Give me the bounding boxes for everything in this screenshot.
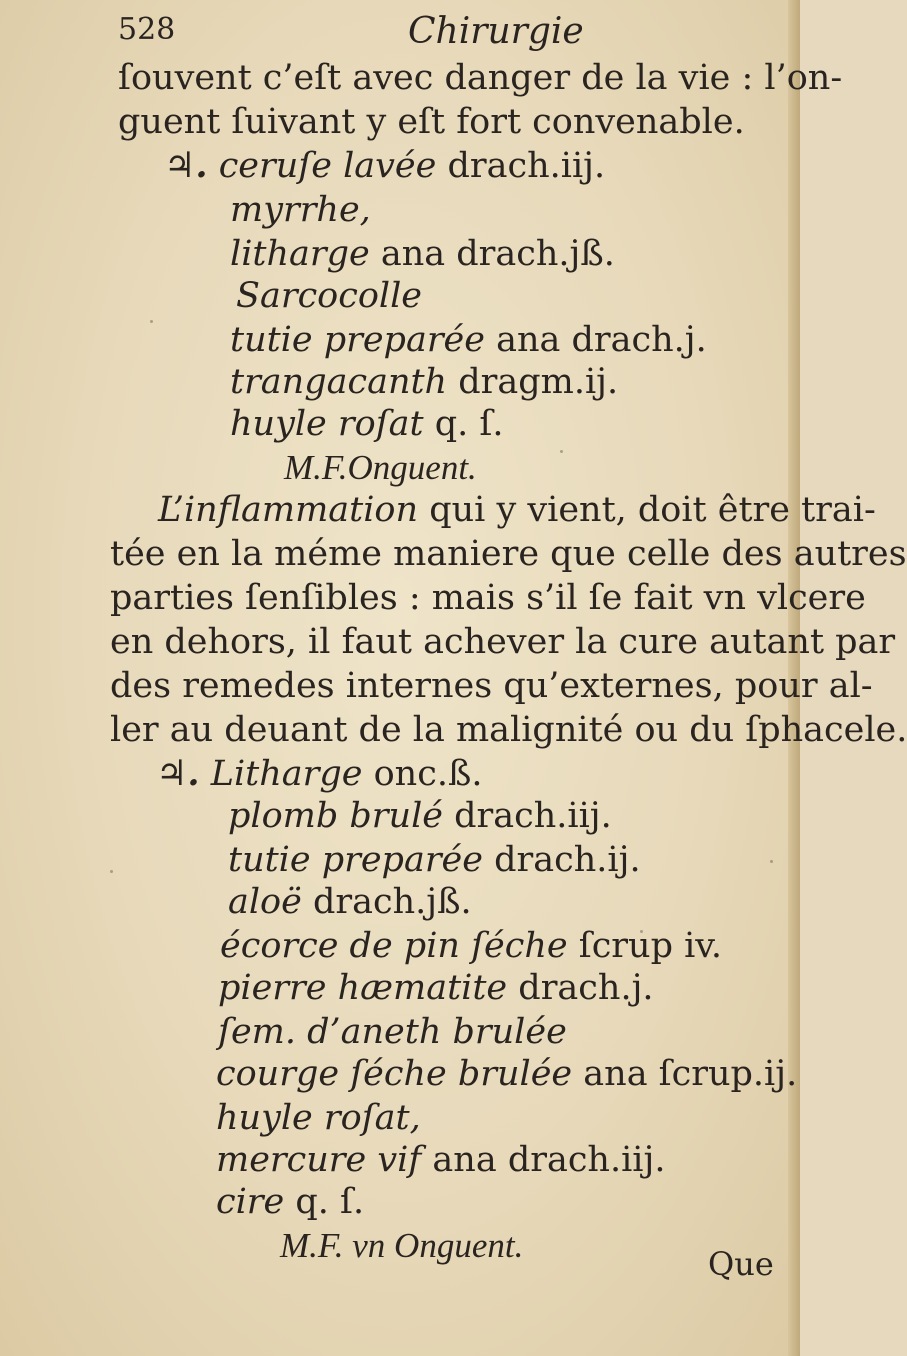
recipe-line bbox=[218, 968, 654, 1008]
recipe-formula: M.F. vn Onguent. bbox=[280, 1226, 524, 1265]
ingredient: ſem. d’aneth brulée bbox=[218, 1012, 567, 1052]
recipe-line bbox=[228, 840, 641, 880]
running-title: Chirurgie bbox=[408, 11, 584, 52]
recipe-line bbox=[164, 146, 605, 186]
paper-speck bbox=[560, 450, 563, 453]
ingredient: écorce de pin ſéche bbox=[220, 926, 568, 966]
quantity: q. ſ. bbox=[295, 1182, 365, 1222]
recipe-line bbox=[236, 276, 422, 316]
text-line: guent ſuivant y eſt fort convenable. bbox=[118, 102, 745, 142]
ingredient: Sarcocolle bbox=[236, 276, 423, 316]
quantity: q. ſ. bbox=[434, 404, 504, 444]
recipe-line bbox=[228, 882, 472, 922]
text-line: ler au deuant de la malignité ou du ſphacele. bbox=[110, 710, 907, 750]
paper-speck bbox=[150, 320, 153, 323]
recipe-line bbox=[230, 362, 618, 402]
quantity: ana drach.iij. bbox=[432, 1140, 666, 1180]
recipe-line bbox=[230, 404, 503, 444]
recipe-line bbox=[216, 1054, 797, 1094]
quantity: drach.iij. bbox=[454, 796, 612, 836]
recipe-line bbox=[230, 320, 707, 360]
ingredient: Litharge bbox=[210, 754, 363, 794]
quantity: ana drach.j. bbox=[496, 320, 707, 360]
quantity: drach.ij. bbox=[494, 840, 641, 880]
ingredient: litharge bbox=[230, 234, 370, 274]
recipe-line bbox=[218, 1012, 567, 1052]
ingredient: huyle roſat, bbox=[216, 1098, 421, 1138]
quantity: ana ſcrup.ij. bbox=[583, 1054, 798, 1094]
ingredient: tutie preparée bbox=[230, 320, 485, 360]
recipe-line bbox=[216, 1098, 421, 1138]
quantity: dragm.ij. bbox=[458, 362, 619, 402]
recipe-formula: M.F.Onguent. bbox=[284, 448, 477, 487]
text-line: parties ſenſibles : mais s’il ſe fait vn vlcere bbox=[110, 578, 866, 618]
recipe-symbol: ♃. bbox=[156, 753, 200, 794]
ingredient: plomb brulé bbox=[228, 796, 443, 836]
ingredient: tutie preparée bbox=[228, 840, 483, 880]
recipe-symbol: ♃. bbox=[164, 145, 208, 186]
catchword: Que bbox=[708, 1245, 774, 1283]
recipe-line bbox=[216, 1182, 364, 1222]
text-line: tée en la méme maniere que celle des autres bbox=[110, 534, 907, 574]
recipe-line bbox=[216, 1140, 665, 1180]
ingredient: ceruſe lavée bbox=[218, 146, 437, 186]
paper-speck bbox=[770, 860, 773, 863]
recipe-line bbox=[230, 190, 371, 230]
ingredient: aloë bbox=[228, 882, 302, 922]
recipe-line bbox=[230, 234, 615, 274]
quantity: drach.j. bbox=[518, 968, 654, 1008]
quantity: onc.ß. bbox=[373, 754, 483, 794]
text-line: ſouvent c’eſt avec danger de la vie : l’on- bbox=[118, 58, 843, 98]
ingredient: trangacanth bbox=[230, 362, 448, 402]
recipe-line bbox=[220, 926, 722, 966]
ingredient: mercure vif bbox=[216, 1140, 422, 1180]
quantity: ſcrup iv. bbox=[578, 926, 723, 966]
text-line: des remedes internes qu’externes, pour al- bbox=[110, 666, 873, 706]
recipe-line bbox=[156, 754, 482, 794]
quantity: ana drach.jß. bbox=[380, 234, 615, 274]
ingredient: myrrhe, bbox=[230, 190, 371, 230]
ingredient: courge ſéche brulée bbox=[216, 1054, 573, 1094]
recipe-line bbox=[228, 796, 612, 836]
ingredient: pierre hæmatite bbox=[218, 968, 508, 1008]
paper-speck bbox=[110, 870, 113, 873]
ingredient: cire bbox=[216, 1182, 285, 1222]
ingredient: huyle roſat bbox=[230, 404, 424, 444]
text-line: en dehors, il faut achever la cure autant par bbox=[110, 622, 896, 662]
text-line: L’inflammation qui y vient, doit être trai- bbox=[158, 490, 876, 530]
quantity: drach.jß. bbox=[313, 882, 472, 922]
page-number: 528 bbox=[118, 12, 176, 47]
quantity: drach.iij. bbox=[447, 146, 606, 186]
